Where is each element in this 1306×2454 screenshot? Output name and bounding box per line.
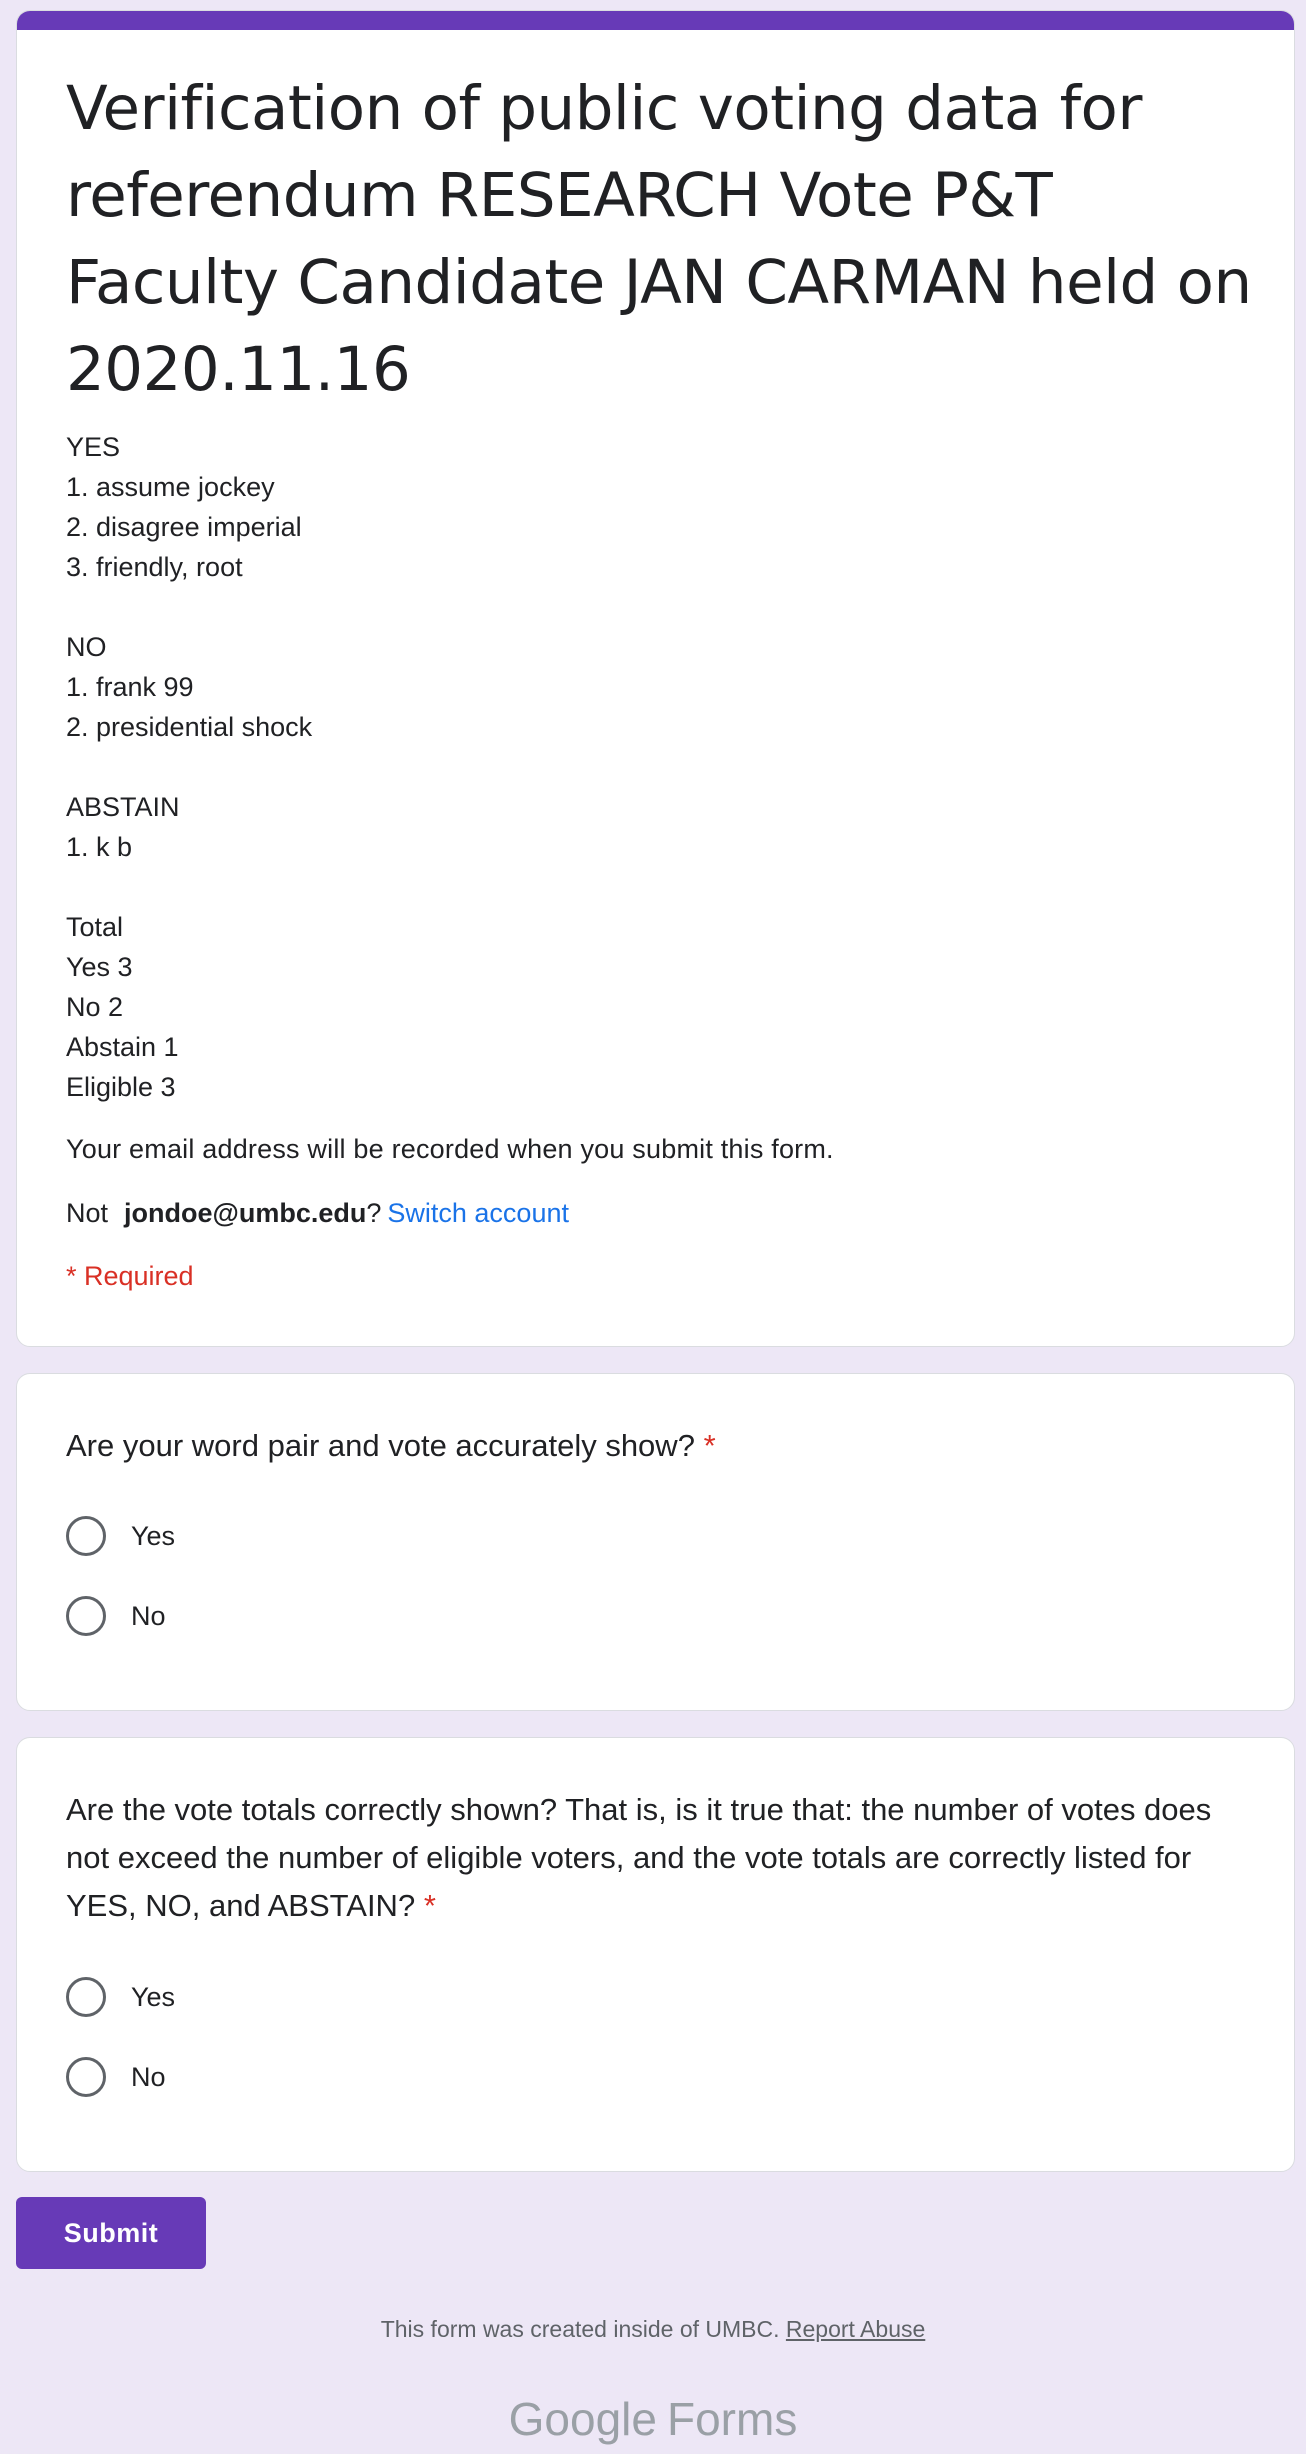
logo-forms-text: Forms bbox=[667, 2393, 798, 2445]
radio-button[interactable] bbox=[66, 2057, 106, 2097]
question-text bbox=[66, 1422, 1256, 1470]
required-note: * Required bbox=[66, 1261, 194, 1291]
option-label: No bbox=[131, 1600, 166, 1631]
report-abuse-link[interactable]: Report Abuse bbox=[785, 2316, 926, 2342]
footer-note bbox=[0, 2316, 1306, 2343]
option-no[interactable] bbox=[66, 2057, 166, 2097]
option-yes[interactable] bbox=[66, 1977, 175, 2017]
required-star: * bbox=[423, 1888, 436, 1923]
footer-created-text: This form was created inside of UMBC. bbox=[380, 2316, 780, 2342]
option-yes[interactable] bbox=[66, 1516, 175, 1556]
option-label: Yes bbox=[131, 1981, 176, 2012]
not-label: Not bbox=[66, 1198, 109, 1228]
required-star: * bbox=[703, 1428, 716, 1463]
form-header-card bbox=[16, 10, 1295, 1347]
question-label: Are your word pair and vote accurately show? bbox=[66, 1428, 695, 1463]
option-no[interactable] bbox=[66, 1596, 166, 1636]
form-description: YES 1. assume jockey 2. disagree imperial 3. friendly, root NO 1. frank 99 2. presidential shock ABSTAIN 1. k b Total Yes 3 No 2 Abstain 1 Eligible 3 bbox=[66, 432, 313, 1102]
switch-account-link[interactable]: Switch account bbox=[387, 1198, 569, 1228]
radio-button[interactable] bbox=[66, 1516, 106, 1556]
question-label: Are the vote totals correctly shown? That is, is it true that: the number of votes does not exceed the number of eligible voters, and the vote totals are correctly listed for YES, NO, and ABSTAIN? bbox=[66, 1792, 1212, 1923]
google-forms-logo[interactable] bbox=[0, 2392, 1306, 2446]
option-label: Yes bbox=[131, 1520, 176, 1551]
logo-google-text: Google bbox=[508, 2393, 657, 2445]
submit-button[interactable]: Submit bbox=[16, 2197, 206, 2269]
account-email: jondoe@umbc.edu bbox=[124, 1198, 367, 1228]
radio-button[interactable] bbox=[66, 1596, 106, 1636]
form-title: Verification of public voting data for referendum RESEARCH Vote P&T Faculty Candidate JAN CARMAN held on 2020.11.16 bbox=[66, 73, 1252, 405]
header-accent-bar bbox=[17, 11, 1294, 30]
email-recorded-note: Your email address will be recorded when you submit this form. bbox=[66, 1134, 834, 1164]
option-label: No bbox=[131, 2061, 166, 2092]
question-card-1 bbox=[16, 1373, 1295, 1711]
question-card-2 bbox=[16, 1737, 1295, 2172]
account-line bbox=[66, 1193, 569, 1233]
question-mark: ? bbox=[366, 1198, 382, 1228]
radio-button[interactable] bbox=[66, 1977, 106, 2017]
question-text bbox=[66, 1786, 1256, 1930]
